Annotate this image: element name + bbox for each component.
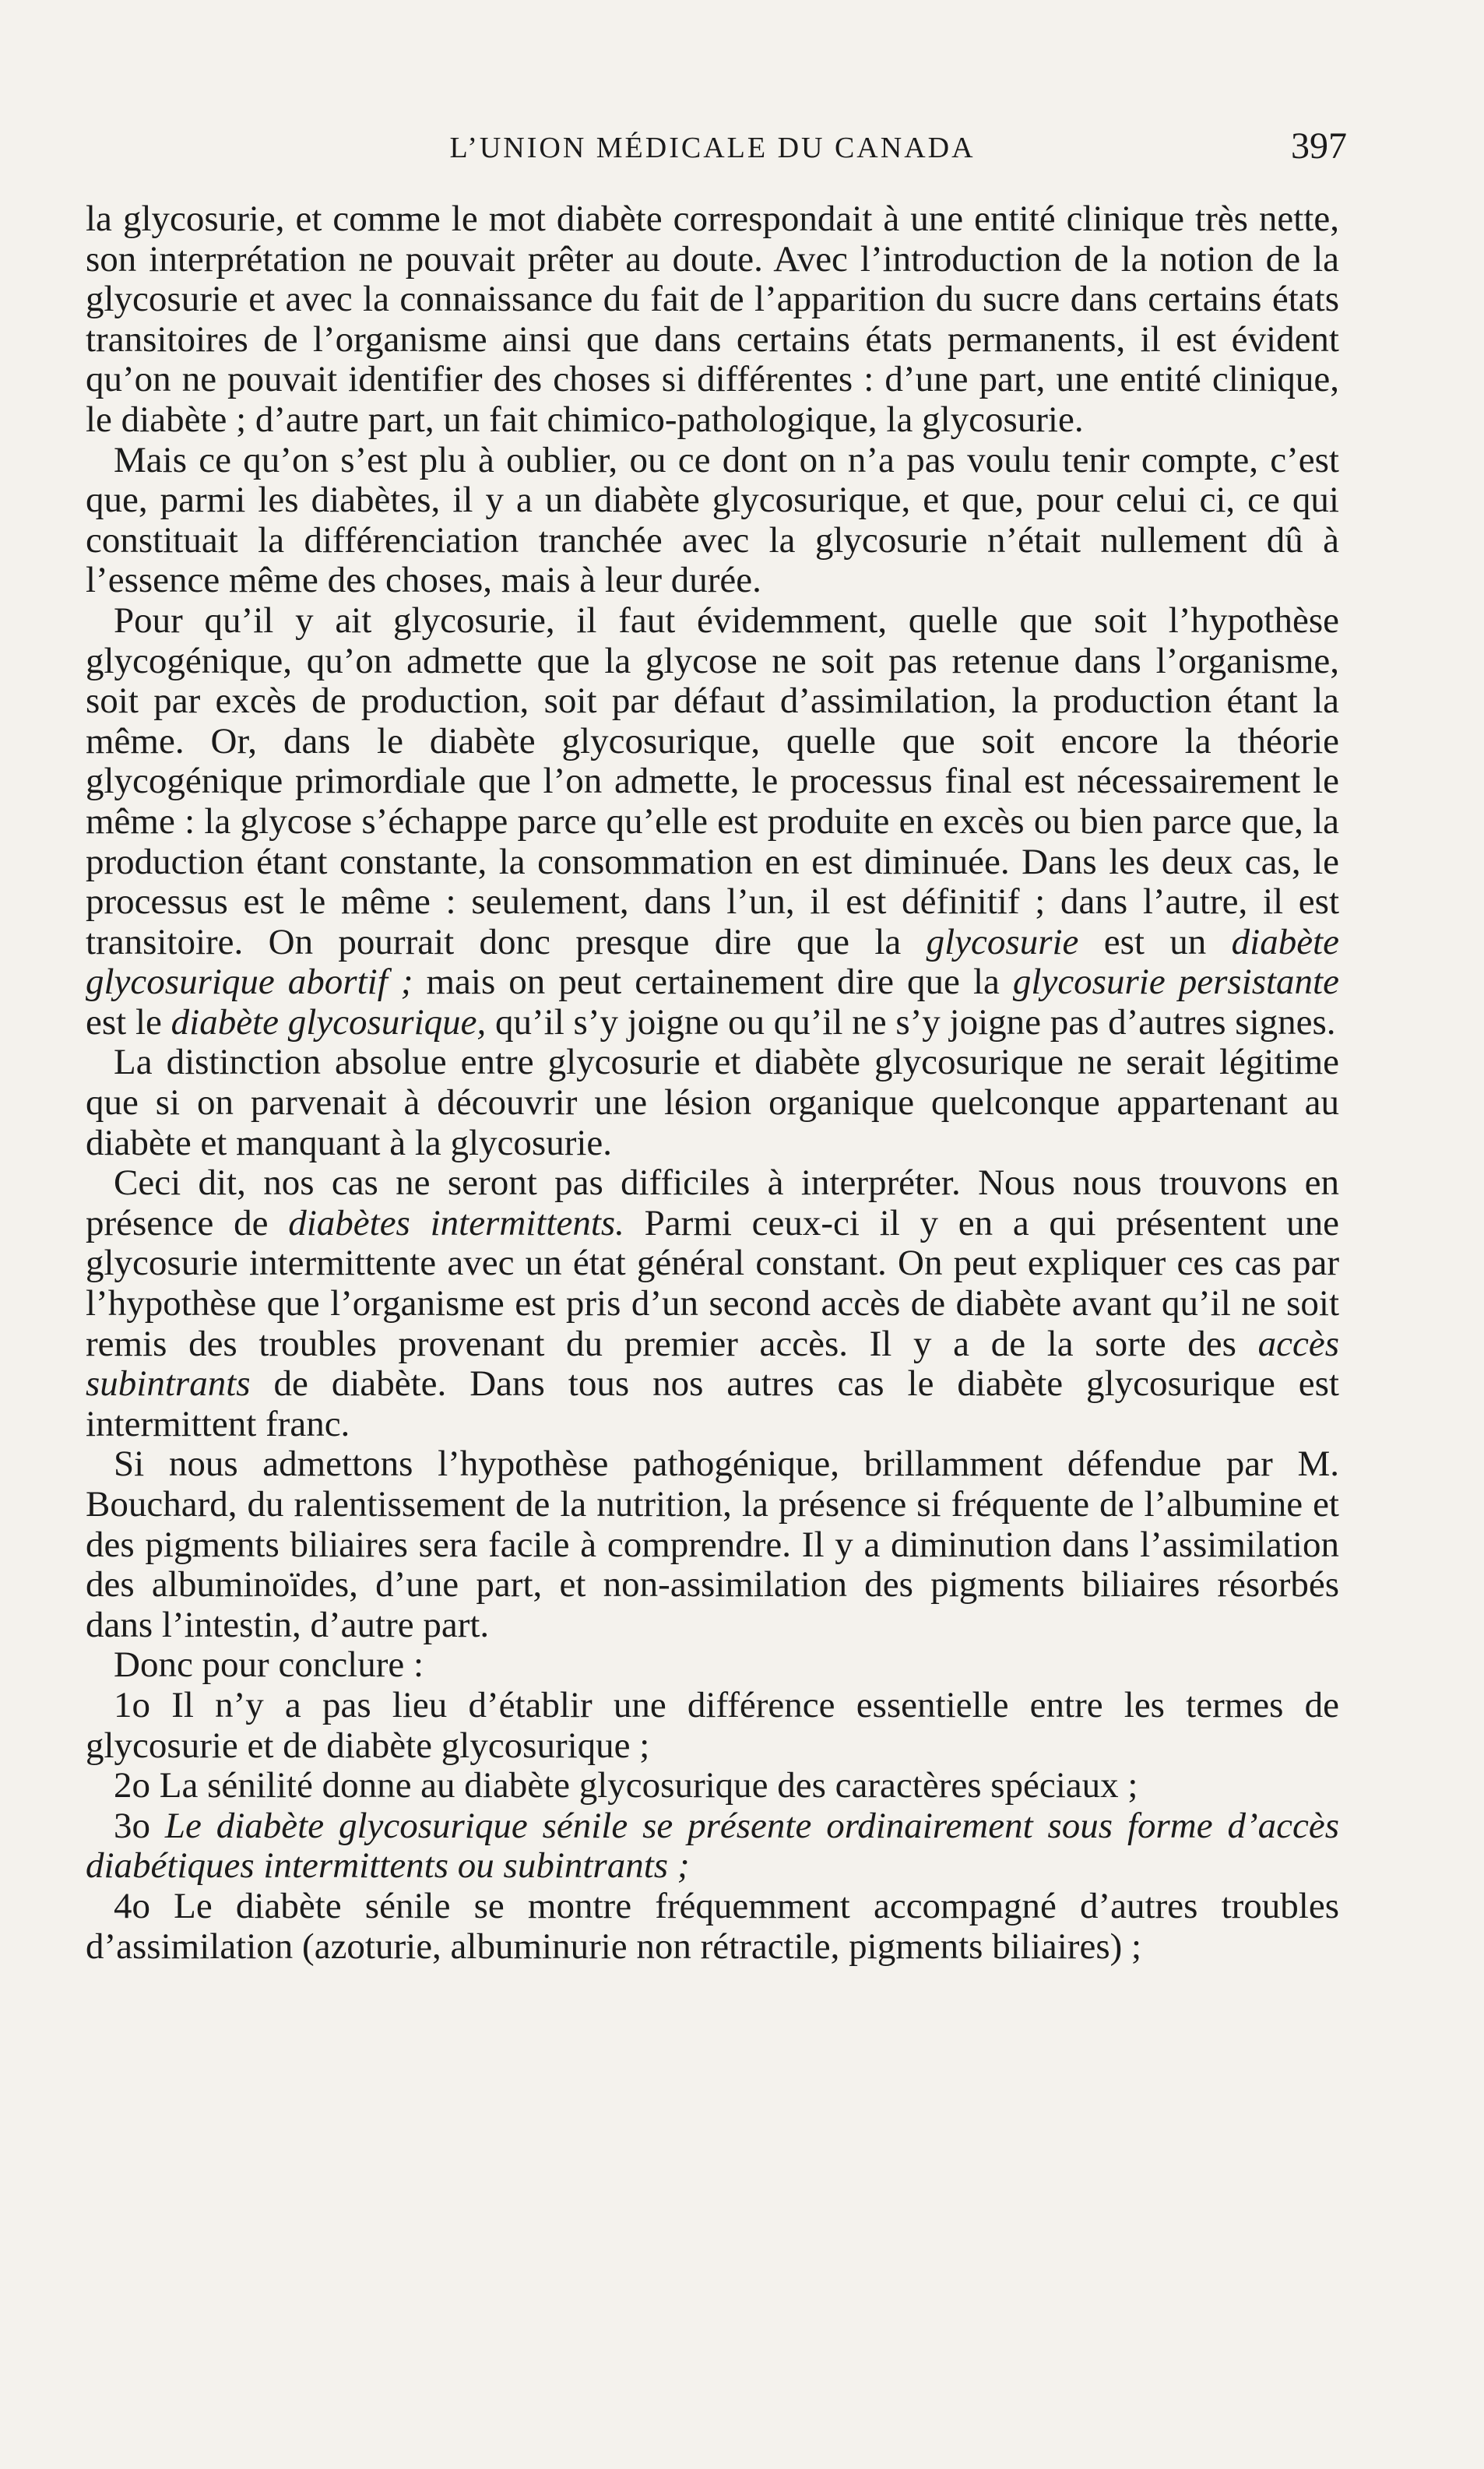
- paragraph-text: Parmi ceux-ci il y en a qui présentent une glycosurie intermittente avec un état général constant. On peut expliquer ces cas par l’hypothèse que l’organisme est pris d’un second accès de diabète avant qu’il ne soit remis des troubles provenant du premier accès. Il y a de la sorte des: [86, 1202, 1339, 1364]
- paragraph-text: Mais ce qu’on s’est plu à oublier, ou ce dont on n’a pas voulu tenir compte, c’est que, parmi les diabètes, il y a un diabète glycosurique, et que, pour celui ci, ce qui constituait la différenciation tranchée avec la glycosurie n’était nullement dû à l’essence même des choses, mais à leur durée.: [86, 439, 1339, 601]
- page-header: [86, 117, 1347, 179]
- italic-text: diabète glycosurique abortif ;: [86, 921, 1339, 1003]
- body-text: [86, 199, 1339, 1967]
- book-page: [86, 117, 1347, 1967]
- paragraph-text: La distinction absolue entre glycosurie et diabète glycosurique ne serait légitime que si on parvenait à découvrir une lésion organique quelconque appartenant au diabète et manquant à la glycosurie.: [86, 1042, 1339, 1163]
- paragraph-text: la glycosurie, et comme le mot diabète correspondait à une entité clinique très nette, son interprétation ne pouvait prêter au doute. Avec l’introduction de la notion de la glycosurie et avec la connaissance du fait de l’apparition du sucre dans certains états transitoires de l’organisme ainsi que dans certains états permanents, il est évident qu’on ne pouvait identifier des choses si différentes : d’une part, une entité clinique, le diabète ; d’autre part, un fait chimico-pathologique, la glycosurie.: [86, 199, 1339, 440]
- paragraph: [86, 199, 1339, 441]
- paragraph-text: 3o: [114, 1805, 165, 1846]
- paragraph-text: Pour qu’il y ait glycosurie, il faut évidemment, quelle que soit l’hypothèse glycogénique, qu’on admette que la glycose ne soit pas retenue dans l’organisme, soit par excès de production, soit par défaut d’assimilation, la production étant la même. Or, dans le diabète glycosurique, quelle que soit encore la théorie glycogénique primordiale que l’on admette, le processus final est nécessairement le même : la glycose s’échappe parce qu’elle est produite en excès ou bien parce que, la production étant constante, la consommation en est diminuée. Dans les deux cas, le processus est le même : seulement, dans l’un, il est définitif ; dans l’autre, il est transitoire. On pourrait donc presque dire que la: [86, 600, 1339, 962]
- paragraph-text: Donc pour conclure :: [114, 1644, 424, 1686]
- paragraph: [86, 1887, 1339, 1967]
- paragraph-text: qu’il s’y joigne ou qu’il ne s’y joigne pas d’autres signes.: [486, 1001, 1336, 1043]
- paragraph: [86, 601, 1339, 1043]
- paragraph-text: 1o Il n’y a pas lieu d’établir une différence essentielle entre les termes de glycosurie et de diabète glycosurique ;: [86, 1684, 1339, 1766]
- paragraph-text: est le: [86, 1001, 171, 1043]
- paragraph-text: de diabète. Dans tous nos autres cas le diabète glycosurique est intermittent franc.: [86, 1363, 1339, 1444]
- paragraph-text: Si nous admettons l’hypothèse pathogénique, brillamment défendue par M. Bouchard, du ralentissement de la nutrition, la présence si fréquente de l’albumine et des pigments biliaires sera facile à comprendre. Il y a diminution dans l’assimilation des albuminoïdes, d’une part, et non-assimilation des pigments biliaires résorbés dans l’intestin, d’autre part.: [86, 1444, 1339, 1645]
- paragraph: [86, 1645, 1339, 1686]
- paragraph: [86, 1444, 1339, 1645]
- italic-text: diabète glycosurique,: [171, 1001, 487, 1043]
- italic-text: Le diabète glycosurique sénile se présente ordinairement sous forme d’accès diabétiques intermittents ou subintrants ;: [86, 1805, 1340, 1887]
- paragraph-text: est un: [1078, 921, 1232, 962]
- italic-text: diabètes intermittents.: [288, 1202, 624, 1243]
- italic-text: accès subintrants: [86, 1323, 1339, 1405]
- paragraph-text: 2o La sénilité donne au diabète glycosurique des caractères spéciaux ;: [114, 1765, 1138, 1806]
- paragraph: [86, 1163, 1339, 1444]
- running-title: L’UNION MÉDICALE DU CANADA: [449, 132, 976, 164]
- italic-text: glycosurie persistante: [1012, 962, 1339, 1003]
- paragraph: [86, 441, 1339, 601]
- paragraph-text: mais on peut certainement dire que la: [413, 962, 1013, 1003]
- paragraph: [86, 1766, 1339, 1806]
- paragraph: [86, 1806, 1339, 1887]
- paragraph-text: 4o Le diabète sénile se montre fréquemment accompagné d’autres troubles d’assimilation (azoturie, albuminurie non rétractile, pigments biliaires) ;: [86, 1885, 1339, 1967]
- page-number: 397: [1291, 125, 1347, 167]
- italic-text: glycosurie: [926, 921, 1079, 962]
- paragraph: [86, 1686, 1339, 1766]
- paragraph: [86, 1043, 1339, 1163]
- paragraph-text: Ceci dit, nos cas ne seront pas difficiles à interpréter. Nous nous trouvons en présence de: [86, 1162, 1339, 1243]
